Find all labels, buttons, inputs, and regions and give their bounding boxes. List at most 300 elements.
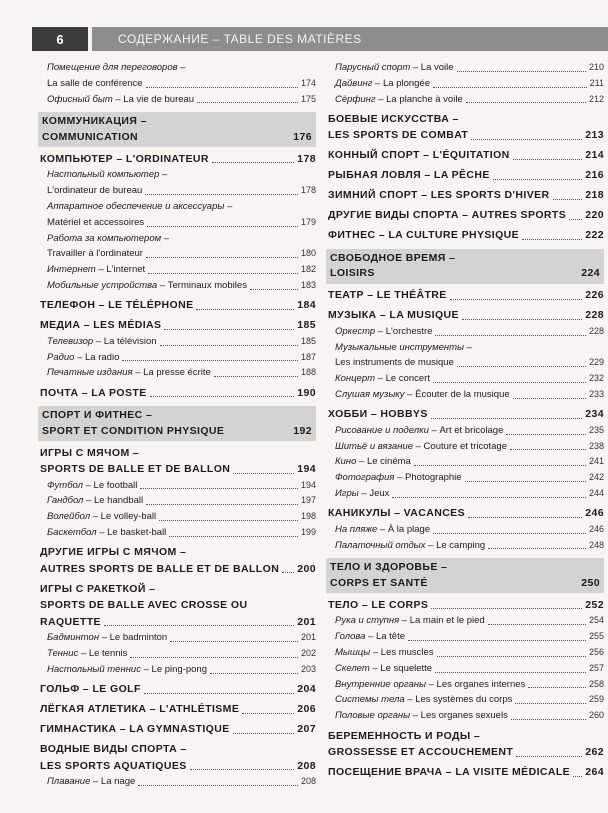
toc-entry[interactable] <box>40 701 316 718</box>
entry-title-row <box>328 207 604 224</box>
toc-entry[interactable] <box>328 505 604 553</box>
toc-entry[interactable] <box>40 721 316 738</box>
page-ref: 246 <box>585 507 604 520</box>
subentry-text <box>47 334 157 350</box>
leader-dots <box>468 517 582 518</box>
subentry-text <box>47 525 166 541</box>
section-title-line: COMMUNICATION <box>42 130 138 143</box>
subentry-ru: Шитьё и вязание <box>335 440 413 452</box>
page-ref: 174 <box>300 77 316 88</box>
subentry-fr: – La nage <box>90 776 136 788</box>
page-ref: 211 <box>589 77 604 88</box>
toc-subentry[interactable] <box>328 708 604 724</box>
leader-dots <box>488 624 586 625</box>
leader-dots <box>437 656 586 657</box>
subentry-ru: Телевизор <box>47 335 94 347</box>
toc-entry[interactable] <box>328 147 604 164</box>
entry-title-row <box>40 721 316 738</box>
toc-subentry[interactable] <box>40 662 316 678</box>
toc-subentry[interactable] <box>328 92 604 108</box>
toc-entry[interactable] <box>328 597 604 724</box>
subentry-fr: – Photographie <box>394 472 462 484</box>
toc-subentry[interactable] <box>40 167 316 183</box>
leader-dots <box>144 693 294 694</box>
entry-title-row <box>328 147 604 164</box>
leader-dots <box>145 194 298 195</box>
page-ref: 178 <box>300 185 316 196</box>
subentry-ru: Кино <box>335 456 357 468</box>
page-ref: 194 <box>300 479 316 490</box>
subentry-ru: Волейбол <box>47 511 91 523</box>
subentry-ru: Слушая музыку <box>335 389 405 401</box>
toc-subentry[interactable] <box>328 454 604 470</box>
page-ref: 218 <box>585 189 604 202</box>
toc-entry[interactable] <box>40 741 316 790</box>
toc-subentry[interactable] <box>40 231 316 247</box>
toc-subentry[interactable] <box>40 60 316 76</box>
page-ref: 228 <box>588 325 604 336</box>
toc-subentry[interactable] <box>328 76 604 92</box>
page-ref: 264 <box>585 766 604 779</box>
toc-entry[interactable] <box>328 187 604 204</box>
subentry-ru: Теннис <box>47 648 79 660</box>
page-ref: 258 <box>588 678 604 689</box>
subentry-text <box>47 167 167 183</box>
page-ref: 204 <box>297 683 316 696</box>
toc-subentry[interactable] <box>328 423 604 439</box>
subentry-fr: La salle de conférence <box>47 77 143 89</box>
subentry-ru: Радио <box>47 351 75 363</box>
entry-title-row <box>40 614 316 631</box>
leader-dots <box>170 641 298 642</box>
entry-title-line: ГОЛЬФ – LE GOLF <box>40 683 141 696</box>
toc-subentry[interactable] <box>328 355 604 371</box>
subentry-text <box>47 365 211 381</box>
page-ref: 198 <box>300 511 316 522</box>
entry-title-line: ТЕЛЕФОН – LE TÉLÉPHONE <box>40 299 194 312</box>
subentry-ru: Дайвинг <box>335 77 373 89</box>
entry-title-line: ТЕАТР – LE THÉÂTRE <box>328 289 447 302</box>
page-ref: 224 <box>581 267 600 280</box>
toc-subentry[interactable] <box>40 199 316 215</box>
page-ref: 175 <box>300 93 316 104</box>
subentry-ru: Футбол <box>47 479 83 491</box>
subentry-text <box>335 387 510 403</box>
toc-subentry[interactable] <box>328 692 604 708</box>
page-ref: 250 <box>581 576 600 589</box>
subentry-ru: Концерт <box>335 373 376 385</box>
leader-dots <box>146 257 298 258</box>
subentry-fr: – À la plage <box>377 523 431 535</box>
subentry-text <box>335 324 432 340</box>
toc-subentry[interactable] <box>40 365 316 381</box>
subentry-fr: – Le volley-ball <box>90 511 157 523</box>
subentry-fr: – Le basket-ball <box>96 527 167 539</box>
page-ref: 182 <box>300 264 316 275</box>
leader-dots <box>140 488 298 489</box>
page-ref: 222 <box>585 229 604 242</box>
leader-dots <box>196 309 294 310</box>
toc-subentry[interactable] <box>328 645 604 661</box>
section-title-line: ТЕЛО И ЗДОРОВЬЕ – <box>330 561 448 574</box>
subentry-ru: Работа за компьютером – <box>47 232 170 244</box>
toc-entry[interactable] <box>40 581 316 678</box>
subentry-ru: Рука и ступня <box>335 615 400 627</box>
leader-dots <box>146 504 298 505</box>
entry-title-line: КАНИКУЛЫ – VACANCES <box>328 507 465 520</box>
toc-subentry[interactable] <box>40 262 316 278</box>
section-title-line: SPORT ET CONDITION PHYSIQUE <box>42 424 225 437</box>
entry-title-line: ХОББИ – HOBBYS <box>328 408 428 421</box>
page-ref: 185 <box>300 335 316 346</box>
subentry-text <box>335 423 503 439</box>
toc-subentry[interactable] <box>40 525 316 541</box>
entry-title-line: РЫБНАЯ ЛОВЛЯ – LA PÊCHE <box>328 169 490 182</box>
entry-title-line: БЕРЕМЕННОСТЬ И РОДЫ – <box>328 729 481 742</box>
toc-subentry[interactable] <box>328 613 604 629</box>
page-ref: 192 <box>293 424 312 437</box>
entry-title-line: LES SPORTS DE COMBAT <box>328 129 469 142</box>
toc-entry[interactable] <box>328 111 604 144</box>
leader-dots <box>190 769 295 770</box>
page-ref: 257 <box>588 662 604 673</box>
subentry-fr: – Terminaux mobiles <box>157 279 247 291</box>
entry-title-line: ДРУГИЕ ИГРЫ С МЯЧОМ – <box>40 546 187 559</box>
entry-title-row <box>328 127 604 144</box>
page-ref: 208 <box>300 776 316 787</box>
subentry-fr: – Le ping-pong <box>140 663 207 675</box>
section-header[interactable] <box>326 249 604 284</box>
leader-dots <box>433 87 587 88</box>
leader-dots <box>147 226 298 227</box>
toc-subentry[interactable] <box>328 60 604 76</box>
toc-entry[interactable] <box>328 207 604 224</box>
subentry-ru: Оркестр <box>335 325 376 337</box>
page-ref: 255 <box>588 631 604 642</box>
entry-title-line: ПОЧТА – LA POSTE <box>40 386 147 399</box>
toc-subentry[interactable] <box>40 493 316 509</box>
subentry-text <box>335 692 512 708</box>
leader-dots <box>466 102 586 103</box>
toc-subentry[interactable] <box>328 629 604 645</box>
toc-subentry[interactable] <box>328 677 604 693</box>
leader-dots <box>510 449 586 450</box>
leader-dots <box>164 329 294 330</box>
page-ref: 207 <box>297 723 316 736</box>
entry-title-line: ДРУГИЕ ВИДЫ СПОРТА – AUTRES SPORTS <box>328 209 567 222</box>
section-title-line: LOISIRS <box>330 267 375 280</box>
toc-entry[interactable] <box>328 728 604 761</box>
section-header[interactable] <box>38 406 316 441</box>
toc-entry[interactable] <box>40 445 316 541</box>
subentry-text <box>335 60 454 76</box>
leader-dots <box>511 719 586 720</box>
subentry-fr: – La radio <box>74 351 120 363</box>
toc-entry[interactable] <box>40 151 316 294</box>
toc-entry[interactable] <box>40 385 316 402</box>
leader-dots <box>159 520 298 521</box>
subentry-fr: – La tête <box>365 631 406 643</box>
subentry-ru: Гандбол <box>47 495 84 507</box>
leader-dots <box>493 179 582 180</box>
subentry-text <box>47 199 232 215</box>
leader-dots <box>146 87 298 88</box>
entry-title-row <box>40 681 316 698</box>
page-ref: 228 <box>585 309 604 322</box>
subentry-text <box>47 215 144 231</box>
subentry-ru: Баскетбол <box>47 527 97 539</box>
subentry-ru: Помещение для переговоров – <box>47 62 186 73</box>
subentry-text <box>335 92 463 108</box>
subentry-fr: – La presse écrite <box>132 367 211 379</box>
toc-subentry[interactable] <box>40 509 316 525</box>
toc-entry[interactable] <box>328 764 604 781</box>
toc-entry[interactable] <box>40 544 316 577</box>
entry-title-line: ГИМНАСТИКА – LA GYMNASTIQUE <box>40 723 230 736</box>
subentry-fr: – Les muscles <box>370 647 434 659</box>
section-title-line: СПОРТ И ФИТНЕС – <box>42 409 153 422</box>
subentry-text <box>335 613 485 629</box>
page-ref: 233 <box>588 389 604 400</box>
toc-entry[interactable] <box>40 317 316 381</box>
toc-entry[interactable] <box>328 287 604 304</box>
page-ref: 203 <box>300 663 316 674</box>
page-ref: 199 <box>300 527 316 538</box>
subentry-ru: Половые органы <box>335 710 411 722</box>
page-ref: 229 <box>588 357 604 368</box>
subentry-fr: – Jeux <box>358 488 390 500</box>
subentry-text <box>335 486 389 502</box>
page-ref: 201 <box>297 615 316 628</box>
entry-title-row <box>328 744 604 761</box>
toc-subentry[interactable] <box>40 215 316 231</box>
subentry-ru: Мышцы <box>335 647 371 659</box>
page-ref: 180 <box>300 248 316 259</box>
subentry-ru: Внутренние органы <box>335 678 426 690</box>
leader-dots <box>462 319 582 320</box>
subentry-fr: Travailler à l'ordinateur <box>47 248 143 260</box>
subentry-text <box>47 278 247 294</box>
toc-subentry[interactable] <box>40 350 316 366</box>
page-ref: 260 <box>588 710 604 721</box>
page-ref: 242 <box>588 472 604 483</box>
subentry-ru: Системы тела <box>335 694 405 706</box>
leader-dots <box>488 548 586 549</box>
entry-title-line: ПОСЕЩЕНИЕ ВРАЧА – LA VISITE MÉDICALE <box>328 766 571 779</box>
leader-dots <box>282 572 294 573</box>
toc-subentry[interactable] <box>40 478 316 494</box>
subentry-ru: Рисование и поделки <box>335 424 429 436</box>
toc-subentry[interactable] <box>328 486 604 502</box>
entry-title-row <box>40 758 316 775</box>
toc-column-left <box>40 60 316 790</box>
subentry-fr: – Les systèmes du corps <box>404 694 513 706</box>
entry-title-line: ТЕЛО – LE CORPS <box>328 598 429 611</box>
leader-dots <box>233 733 295 734</box>
subentry-ru: Плавание <box>47 776 91 788</box>
leader-dots <box>130 657 298 658</box>
leader-dots <box>148 273 298 274</box>
toc-subentry[interactable] <box>328 371 604 387</box>
subentry-ru: На пляже <box>335 523 378 535</box>
toc-subentry[interactable] <box>328 470 604 486</box>
toc-subentry[interactable] <box>328 387 604 403</box>
subentry-text <box>335 454 411 470</box>
subentry-text <box>335 355 454 371</box>
subentry-ru: Настольный теннис <box>47 663 141 675</box>
toc-subentry[interactable] <box>328 340 604 356</box>
entry-title-row <box>328 406 604 423</box>
subentry-text <box>47 183 142 199</box>
toc-subentry[interactable] <box>40 278 316 294</box>
subentry-fr: – La planche à voile <box>375 93 463 105</box>
toc-subentry[interactable] <box>328 538 604 554</box>
leader-dots <box>214 376 298 377</box>
section-title-row <box>330 576 600 592</box>
leader-dots <box>150 396 295 397</box>
entry-title-line: RAQUETTE <box>40 615 101 628</box>
toc-subentry[interactable] <box>40 630 316 646</box>
page-ref: 201 <box>300 632 316 643</box>
section-header[interactable] <box>326 558 604 593</box>
subentry-fr: Les instruments de musique <box>335 357 454 369</box>
entry-title-line: ЛЁГКАЯ АТЛЕТИКА – L'ATHLÉTISME <box>40 703 240 716</box>
toc-entry[interactable] <box>328 167 604 184</box>
toc-subentry[interactable] <box>328 439 604 455</box>
page-ref: 184 <box>297 299 316 312</box>
leader-dots <box>250 289 298 290</box>
subentry-text <box>47 262 145 278</box>
subentry-text <box>47 76 143 92</box>
entry-title-line: ФИТНЕС – LA CULTURE PHYSIQUE <box>328 229 520 242</box>
subentry-fr: – Le squelette <box>369 662 433 674</box>
leader-dots <box>553 199 583 200</box>
subentry-text <box>335 708 508 724</box>
leader-dots <box>513 159 583 160</box>
running-title: СОДЕРЖАНИЕ – TABLE DES MATIÈRES <box>92 27 608 51</box>
toc-entry[interactable] <box>40 297 316 314</box>
toc-subentry[interactable] <box>40 76 316 92</box>
section-title-line: CORPS ET SANTÉ <box>330 576 428 589</box>
leader-dots <box>506 434 586 435</box>
subentry-fr: – La main et le pied <box>399 615 485 627</box>
subentry-fr: – Les organes sexuels <box>410 710 508 722</box>
toc-entry[interactable] <box>328 307 604 402</box>
entry-title-line: МУЗЫКА – LA MUSIQUE <box>328 309 459 322</box>
toc-subentry[interactable] <box>328 661 604 677</box>
entry-title-row <box>328 597 604 614</box>
subentry-text <box>335 522 430 538</box>
leader-dots <box>457 366 586 367</box>
entry-title-row <box>40 385 316 402</box>
toc-subentry[interactable] <box>40 774 316 790</box>
section-title-row <box>42 130 312 146</box>
page-ref: 254 <box>588 615 604 626</box>
entry-title-line: GROSSESSE ET ACCOUCHEMENT <box>328 746 514 759</box>
subentry-text <box>335 661 432 677</box>
entry-title-row <box>40 151 316 168</box>
leader-dots <box>104 625 294 626</box>
page-header <box>0 27 608 51</box>
subentry-text <box>335 538 485 554</box>
subentry-text <box>335 470 462 486</box>
subentry-fr: – Le handball <box>83 495 144 507</box>
page-ref: 213 <box>585 129 604 142</box>
toc-subentry[interactable] <box>40 334 316 350</box>
subentry-ru: Аппаратное обеспечение и аксессуары – <box>47 200 233 212</box>
page-ref: 190 <box>297 386 316 399</box>
page-ref: 248 <box>588 539 604 550</box>
toc-subentry[interactable] <box>328 522 604 538</box>
leader-dots <box>569 219 582 220</box>
leader-dots <box>465 481 586 482</box>
leader-dots <box>433 533 586 534</box>
page-ref: 183 <box>300 279 316 290</box>
section-header[interactable] <box>38 112 316 147</box>
section-title-row <box>330 266 600 282</box>
leader-dots <box>408 640 586 641</box>
toc-subentry[interactable] <box>40 92 316 108</box>
subentry-ru: Голова <box>335 631 366 643</box>
subentry-fr: L'ordinateur de bureau <box>47 185 143 197</box>
subentry-ru: Скелет <box>335 662 370 674</box>
toc-entry[interactable] <box>328 227 604 244</box>
subentry-ru: Печатные издания <box>47 367 133 379</box>
leader-dots <box>414 465 586 466</box>
page-ref: 206 <box>297 703 316 716</box>
page-ref: 208 <box>297 759 316 772</box>
toc-subentry[interactable] <box>40 246 316 262</box>
subentry-ru: Настольный компьютер – <box>47 169 168 181</box>
entry-title-row <box>328 307 604 324</box>
page-number: 6 <box>32 27 88 51</box>
subentry-ru: Музыкальные инструменты – <box>335 341 472 353</box>
subentry-ru: Сёрфинг <box>335 93 376 105</box>
toc-subentry[interactable] <box>328 324 604 340</box>
page-ref: 244 <box>588 488 604 499</box>
leader-dots <box>450 299 583 300</box>
toc-entry[interactable] <box>40 681 316 698</box>
subentry-fr: – Le badminton <box>99 632 168 644</box>
page-ref: 197 <box>300 495 316 506</box>
page-ref: 216 <box>585 169 604 182</box>
subentry-text <box>335 439 507 455</box>
page-ref: 178 <box>297 152 316 165</box>
page-ref: 241 <box>588 456 604 467</box>
subentry-fr: – L'internet <box>95 264 146 276</box>
page-ref: 220 <box>585 209 604 222</box>
entry-title-line: SPORTS DE BALLE ET DE BALLON <box>40 463 231 476</box>
subentry-fr: – Le cinéma <box>356 456 411 468</box>
page-ref: 246 <box>588 523 604 534</box>
entry-title-row <box>328 764 604 781</box>
entry-title-line: SPORTS DE BALLE AVEC CROSSE OU <box>40 599 248 612</box>
page-ref: 262 <box>585 746 604 759</box>
page-ref: 176 <box>293 130 312 143</box>
page-ref: 235 <box>588 424 604 435</box>
entry-title-line: КОННЫЙ СПОРТ – L'ÉQUITATION <box>328 149 510 162</box>
subentry-ru: Мобильные устройства <box>47 279 158 291</box>
entry-title-row <box>328 505 604 522</box>
subentry-fr: – La voile <box>410 62 454 73</box>
leader-dots <box>433 382 586 383</box>
toc-subentry[interactable] <box>40 646 316 662</box>
toc-entry[interactable] <box>328 406 604 501</box>
toc-subentry[interactable] <box>40 183 316 199</box>
page-ref: 256 <box>588 647 604 658</box>
entry-title-row <box>328 287 604 304</box>
subentry-ru: Офисный быт <box>47 93 113 105</box>
